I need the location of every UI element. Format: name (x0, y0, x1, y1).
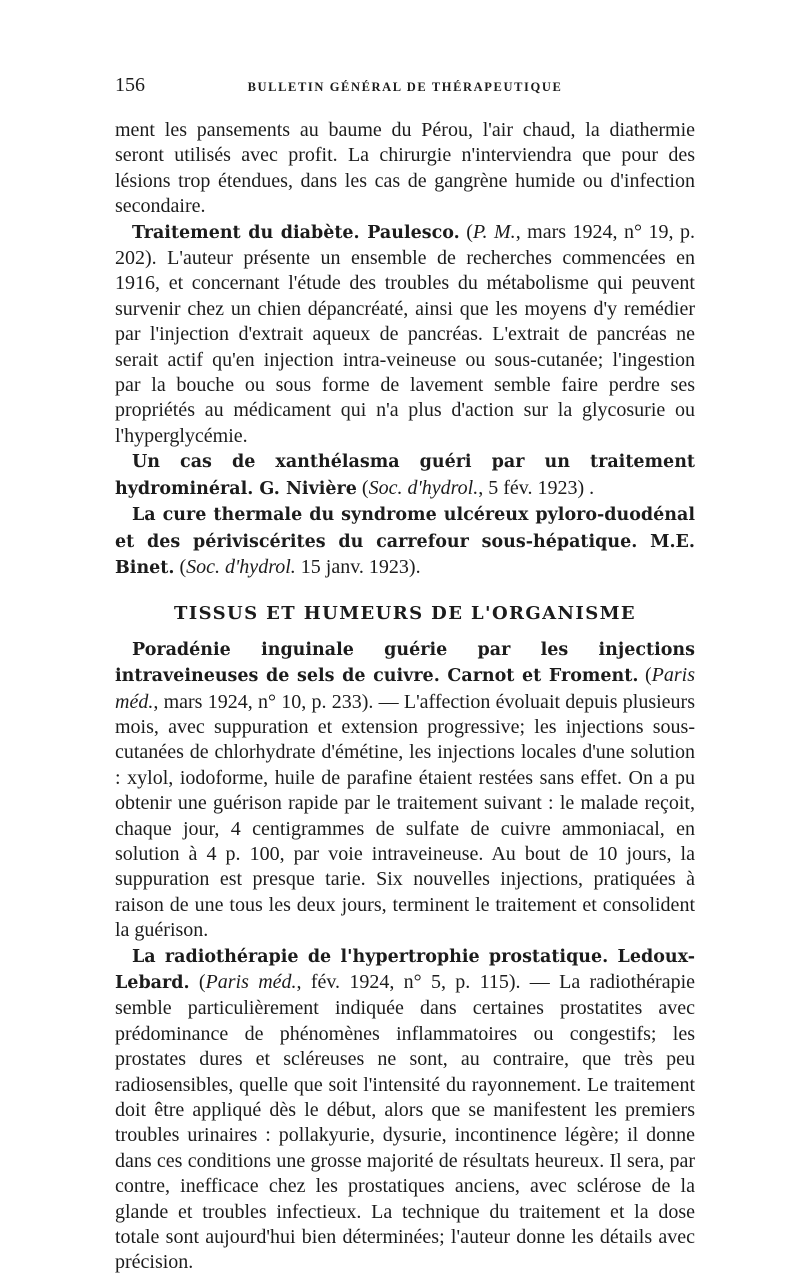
article-ref-open: ( (459, 220, 473, 243)
article-ref-close: 15 janv. 1923). (295, 555, 421, 578)
article-diabete (115, 220, 695, 450)
article-text: — L'affection évoluait depuis plusieurs mois, avec suppuration et extension progressive; les injections sous-cutanées de chlorhydrate d'émétine, les injections locales d'une solution : xylol, iodoforme, huile de parafine étaient restées sans effet. On a pu obtenir une guérison rapide par le traitement suivant : le malade reçoit, chaque jour, 4 centigrammes de sulfate de cuivre ammoniacal, en solution à 4 p. 100, par voie intraveineuse. Au bout de 10 jours, la suppuration est presque tarie. Six nouvelles injections, pratiquées à raison de une tous les deux jours, terminent le traitement et consolident la guérison. (115, 690, 695, 942)
article-ref-open: ( (189, 971, 206, 993)
section-heading: TISSUS ET HUMEURS DE L'ORGANISME (173, 603, 637, 625)
article-title: Poradénie inguinale guérie par les injections intraveineuses de sels de cuivre. Carnot et Froment. (115, 639, 695, 687)
article-ref-close: , mars 1924, n° 10, p. 233). (153, 690, 374, 713)
page-body (115, 118, 695, 1276)
page-header (115, 74, 695, 102)
article-poradenie (115, 637, 695, 944)
article-ref-source: Soc. d'hydrol. (186, 555, 296, 578)
continuation-paragraph: ment les pansements au baume du Pérou, l'air chaud, la diathermie seront utilisés avec profit. La chirurgie n'interviendra que pour des lésions trop étendues, dans les cas de gangrène humide ou d'infection secondaire. (115, 119, 695, 218)
article-ref-open: ( (174, 555, 187, 578)
article-ref-source: P. M. (472, 220, 516, 243)
running-title: BULLETIN GÉNÉRAL DE THÉRAPEUTIQUE (247, 80, 563, 94)
article-title: Traitement du diabète. Paulesco. (132, 222, 460, 243)
article-ref-source: Soc. d'hydrol. (368, 476, 479, 499)
article-title: Un cas de xanthélasma guéri par un traitement hydrominéral. G. Nivière (115, 452, 695, 499)
page-number: 156 (115, 74, 145, 96)
article-title: La radiothérapie de l'hypertrophie prostatique. Ledoux-Lebard. (115, 946, 695, 993)
article-text: — La radiothérapie semble particulièrement indiquée dans certaines prostatites avec prédominance de phénomènes inflammatoires ou congestifs; les prostates dures et scléreuses ne sont, au contraire, que très peu radiosensibles, quelle que soit l'intensité du rayonnement. Le traitement doit être appliqué dès le début, alors que se manifestent les premiers troubles urinaires : pollakyurie, dysurie, incontinence légère; il donne dans ces conditions une grosse majorité de résultats heureux. Il sera, par contre, inefficace chez les prostatiques anciens, avec sclérose de la glande et troubles infectieux. La technique du traitement et la dose totale sont aujourd'hui bien déterminées; l'auteur donne les détails avec précision. (115, 971, 695, 1274)
article-title: La cure thermale du syndrome ulcéreux pyloro-duodénal et des périviscérites du carrefour sous-hépatique. M.E. Binet. (115, 505, 695, 578)
article-ref-source: Paris méd. (115, 664, 695, 713)
article-ref-close: , fév. 1924, n° 5, p. 115). (296, 971, 521, 993)
article-ref-close: , mars 1924, n° 19, p. 202). (115, 220, 695, 270)
article-cure-thermale (115, 502, 695, 581)
article-ref-open: ( (638, 664, 652, 687)
article-radiotherapie (115, 944, 695, 1276)
article-text: L'auteur présente un ensemble de recherches commencées en 1916, et concernant l'étude des troubles du métabolisme qui peuvent survenir chez un chien dépancréaté, ainsi que les moyens d'y remédier par l'injection d'extrait aqueux de pancréas. L'extrait de pancréas ne serait actif qu'en injection intra-veineuse ou sous-cutanée; l'ingestion par la bouche ou sous forme de lavement semble faire perdre ses propriétés au médicament qui n'a plus d'action sur la glycosurie ou l'hyperglycémie. (115, 247, 695, 447)
article-ref-close: , 5 fév. 1923) . (478, 476, 595, 499)
article-ref-source: Paris méd. (205, 971, 297, 993)
article-xanthelasma (115, 449, 695, 502)
article-ref-open: ( (356, 476, 369, 499)
